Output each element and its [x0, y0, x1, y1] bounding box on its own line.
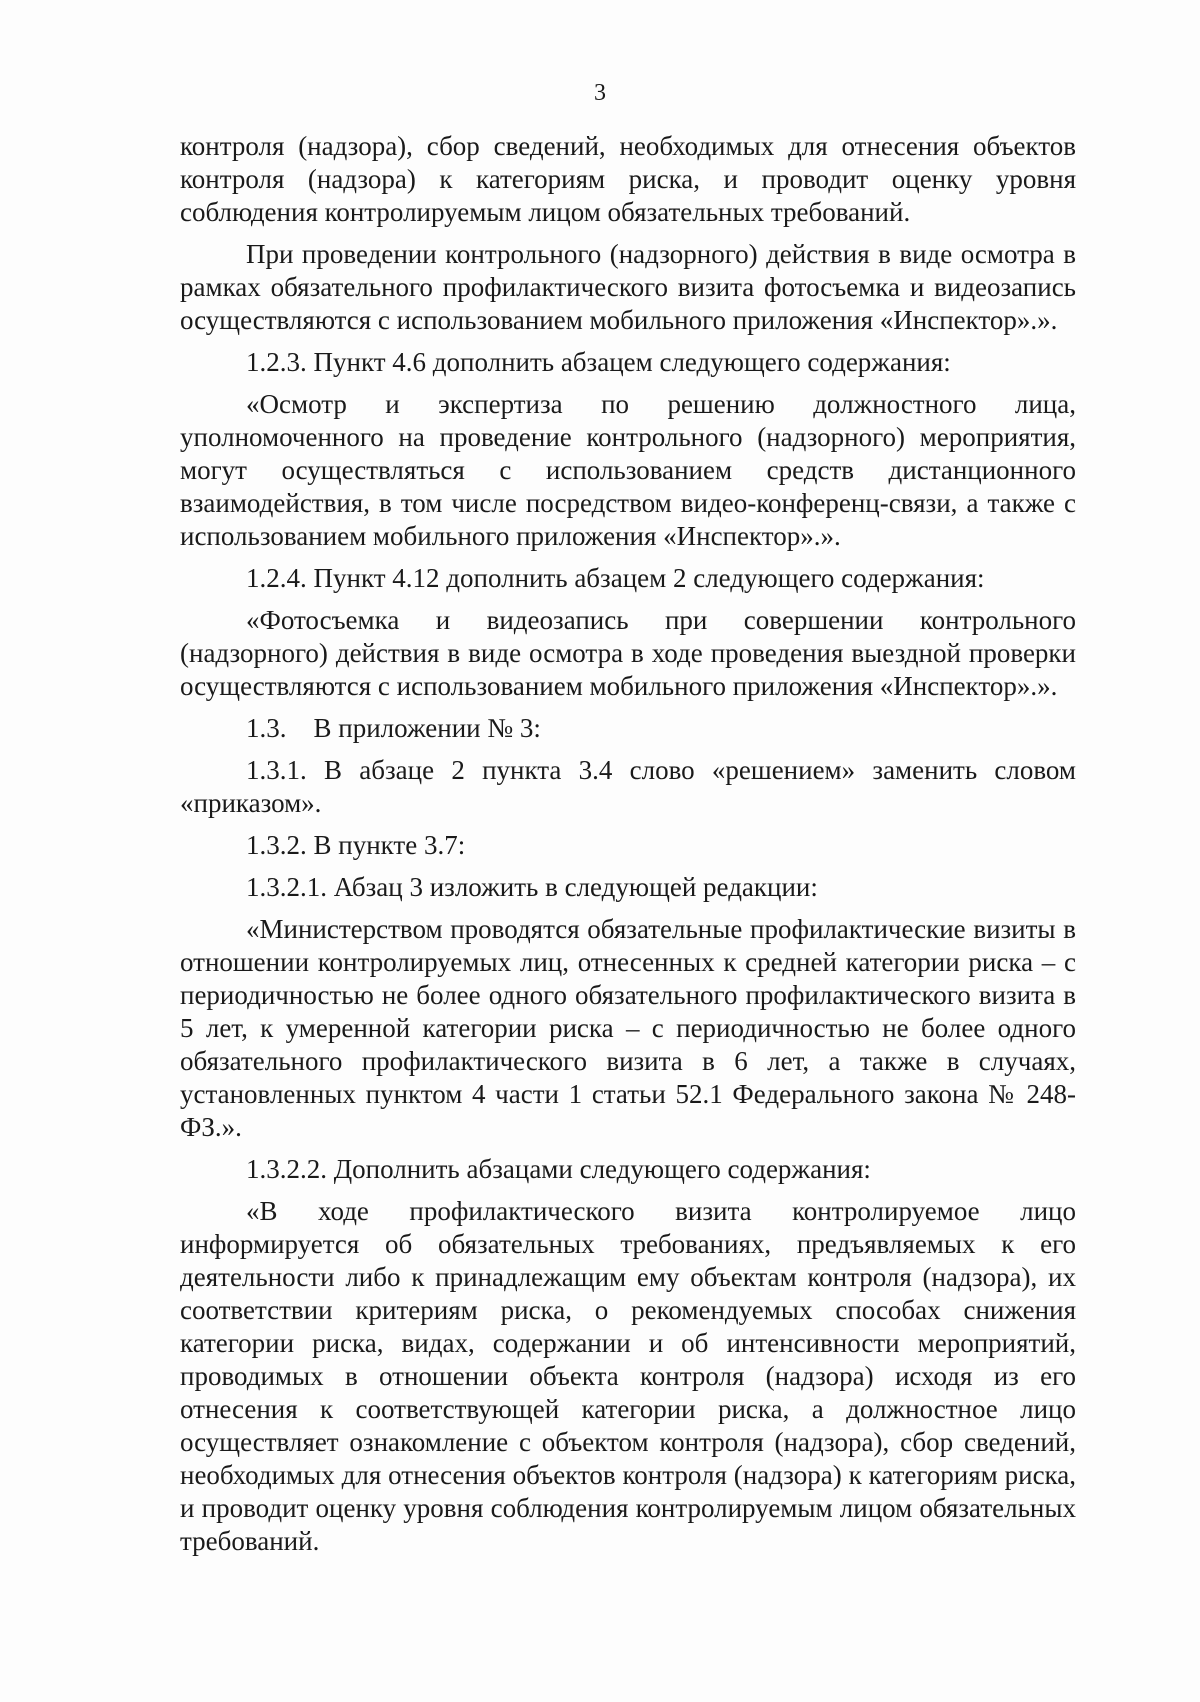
- paragraph-item-1-3-1: 1.3.1. В абзаце 2 пункта 3.4 слово «решением» заменить словом «приказом».: [180, 755, 1076, 818]
- paragraph-item-1-2-3: 1.2.3. Пункт 4.6 дополнить абзацем следующего содержания:: [246, 347, 951, 377]
- paragraph-photo-video: При проведении контрольного (надзорного) действия в виде осмотра в рамках обязательного профилактического визита фотосъемка и видеозапись осуществляются с использованием мобильного приложения «Инспектор».».: [180, 239, 1076, 335]
- paragraph-ministry-visits: «Министерством проводятся обязательные профилактические визиты в отношении контролируемых лиц, отнесенных к средней категории риска – с периодичностью не более одного обязательного профилактического визита в 5 лет, к умеренной категории риска – с периодичностью не более одного обязательного профилактического визита в 6 лет, а также в случаях, установленных пунктом 4 части 1 статьи 52.1 Федерального закона № 248-ФЗ.».: [180, 914, 1076, 1142]
- paragraph-inspection-remote: «Осмотр и экспертиза по решению должностного лица, уполномоченного на проведение контрольного (надзорного) мероприятия, могут осуществляться с использованием средств дистанционного взаимодействия, в том числе посредством видео-конференц-связи, а также с использованием мобильного приложения «Инспектор».».: [180, 389, 1076, 551]
- paragraph-item-1-3-2-1: 1.3.2.1. Абзац 3 изложить в следующей редакции:: [246, 872, 818, 902]
- paragraph-continuation: контроля (надзора), сбор сведений, необходимых для отнесения объектов контроля (надзора) к категориям риска, и проводит оценку уровня соблюдения контролируемым лицом обязательных требований.: [180, 131, 1076, 227]
- paragraph-item-1-3: 1.3. В приложении № 3:: [246, 713, 541, 743]
- paragraph-item-1-3-2-2: 1.3.2.2. Дополнить абзацами следующего содержания:: [246, 1154, 871, 1184]
- paragraph-item-1-2-4: 1.2.4. Пункт 4.12 дополнить абзацем 2 следующего содержания:: [246, 563, 985, 593]
- paragraph-item-1-3-2: 1.3.2. В пункте 3.7:: [246, 830, 466, 860]
- page-number: 3: [594, 80, 606, 106]
- paragraph-visit-information: «В ходе профилактического визита контролируемое лицо информируется об обязательных требованиях, предъявляемых к его деятельности либо к принадлежащим ему объектам контроля (надзора), их соответствии критериям риска, о рекомендуемых способах снижения категории риска, видах, содержании и об интенсивности мероприятий, проводимых в отношении объекта контроля (надзора) исходя из его отнесения к соответствующей категории риска, а должностное лицо осуществляет ознакомление с объектом контроля (надзора), сбор сведений, необходимых для отнесения объектов контроля (надзора) к категориям риска, и проводит оценку уровня соблюдения контролируемым лицом обязательных требований.: [180, 1196, 1076, 1556]
- document-body: [180, 130, 1076, 1567]
- paragraph-photo-video-onsite: «Фотосъемка и видеозапись при совершении контрольного (надзорного) действия в виде осмотра в ходе проведения выездной проверки осуществляются с использованием мобильного приложения «Инспектор».».: [180, 605, 1076, 701]
